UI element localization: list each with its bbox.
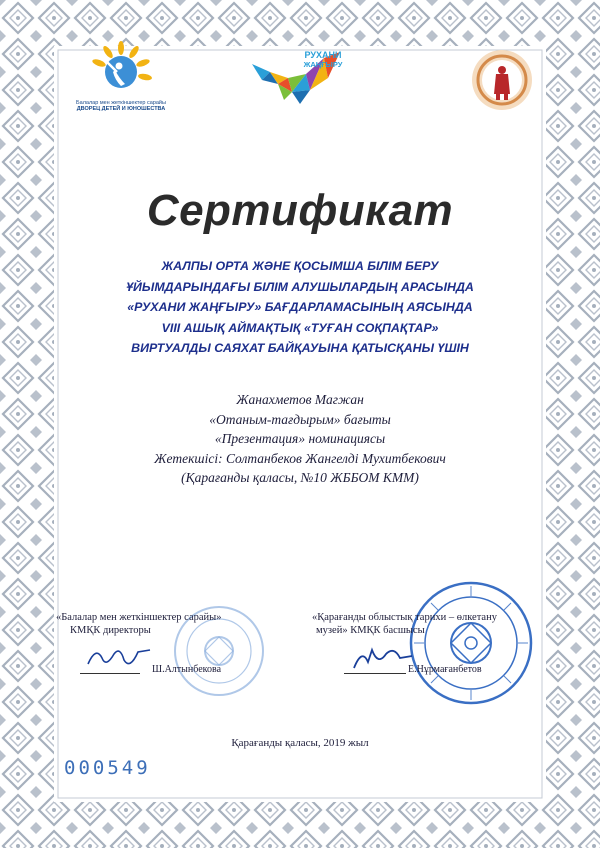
rukhani-brand-line2: ЖАҢҒЫРУ — [303, 60, 343, 69]
heading-line: VIII АШЫҚ АЙМАҚТЫҚ «ТУҒАН СОҚПАҚТАР» — [161, 320, 439, 335]
museum-emblem-icon — [470, 48, 534, 112]
left-signatory-org: «Балалар мен жеткіншектер сарайы» — [56, 612, 222, 623]
palace-logo-caption — [66, 100, 176, 112]
right-signatory-org: «Қарағанды облыстық тарихи – өлкетану — [312, 612, 497, 623]
recipient-block — [100, 390, 500, 488]
heading-line: «РУХАНИ ЖАҢҒЫРУ» БАҒДАРЛАМАСЫНЫҢ АЯСЫНДА — [127, 300, 473, 314]
left-signatory — [56, 611, 286, 637]
palace-caption-ru: ДВОРЕЦ ДЕТЕЙ И ЮНОШЕСТВА — [76, 106, 166, 112]
recipient-supervisor: Жетекшісі: Солтанбеков Жангелді Мухитбекович — [154, 450, 446, 466]
heading-line: ВИРТУАЛДЫ САЯХАТ БАЙҚАУЫНА ҚАТЫСҚАНЫ ҮШІН — [131, 341, 469, 355]
sun-figure-icon — [66, 40, 176, 100]
museum-emblem — [470, 48, 534, 112]
rukhani-brand-line1: РУХАНИ — [304, 50, 342, 60]
rukhani-zhangyru-logo — [248, 44, 368, 110]
right-stamp — [406, 578, 536, 708]
right-signatory-name: Е.Нұрмағанбетов — [408, 664, 482, 675]
right-signatory-title: музей» КМҚК басшысы — [316, 625, 425, 636]
certificate-heading — [80, 256, 520, 359]
palace-caption-kz: Балалар мен жеткіншектер сарайы — [76, 100, 166, 106]
heading-line: ЖАЛПЫ ОРТА ЖӘНЕ ҚОСЫМША БІЛІМ БЕРУ — [161, 259, 439, 273]
left-signature — [84, 644, 154, 674]
serial-number: 000549 — [64, 757, 151, 779]
recipient-direction: «Отаным-тағдырым» бағыты — [209, 411, 391, 427]
right-signature-line — [344, 673, 406, 674]
recipient-nomination: «Презентация» номинациясы — [214, 431, 386, 446]
city-year: Қарағанды қаласы, 2019 жыл — [231, 737, 369, 749]
palace-logo — [66, 40, 176, 116]
certificate-title: Сертификат — [146, 186, 454, 235]
left-signature-line — [80, 673, 140, 674]
heading-line: ҰЙЫМДАРЫНДАҒЫ БІЛІМ АЛУШЫЛАРДЫҢ АРАСЫНДА — [126, 279, 474, 294]
rukhani-brand-text — [288, 50, 358, 70]
right-signatory — [312, 611, 562, 637]
left-signatory-name: Ш.Алтынбекова — [152, 664, 222, 675]
left-signatory-title: КМҚК директоры — [70, 625, 151, 636]
recipient-school: (Қарағанды қаласы, №10 ЖББОМ КММ) — [181, 470, 419, 485]
recipient-name: Жанахметов Магжан — [236, 392, 364, 407]
